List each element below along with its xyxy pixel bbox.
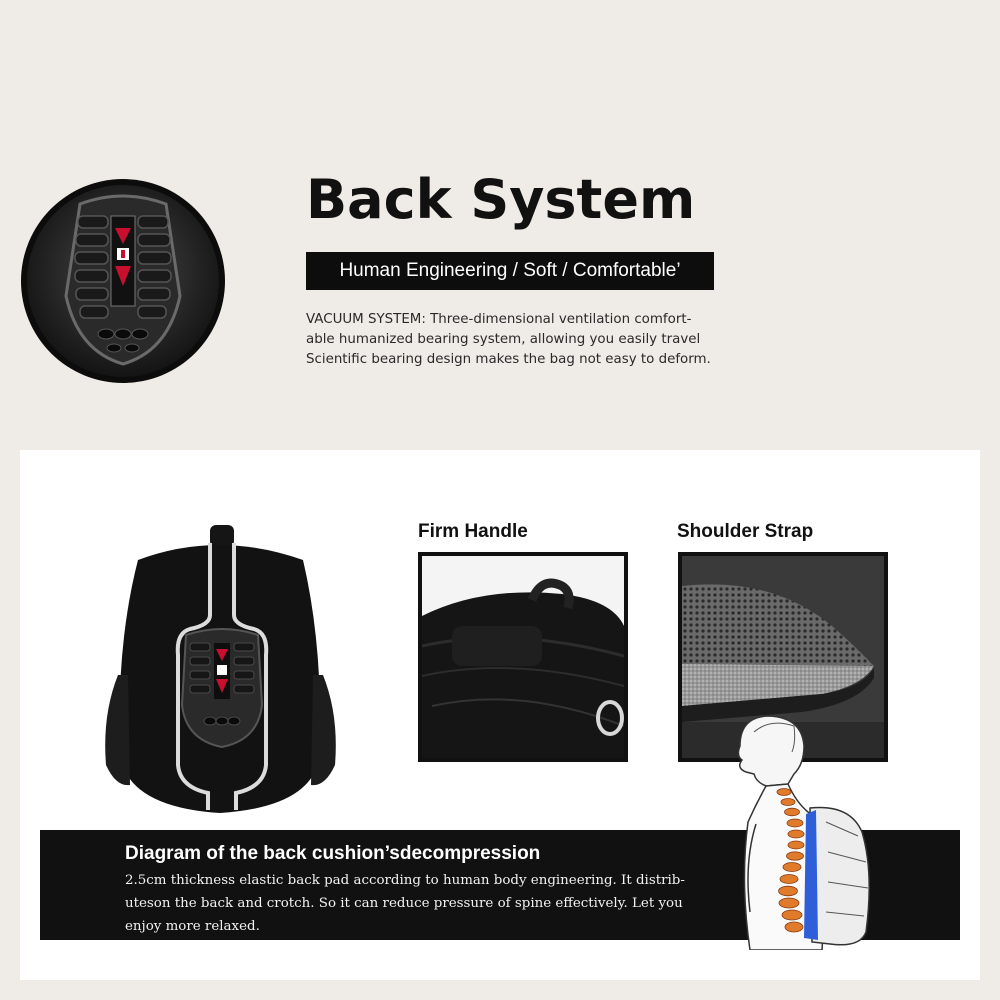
spine-posture-icon xyxy=(726,712,878,950)
airflow-back-pad-icon xyxy=(18,176,228,386)
firm-handle-photo xyxy=(418,552,628,762)
diagram-description xyxy=(125,869,715,938)
subtitle-banner: Human Engineering / Soft / Comfortable’ xyxy=(306,252,714,290)
diagram-line: 2.5cm thickness elastic back pad according to human body engineering. It distrib- xyxy=(125,873,685,888)
intro-line: able humanized bearing system, allowing you easily travel xyxy=(306,332,701,347)
shoulder-strap-label: Shoulder Strap xyxy=(677,521,814,542)
diagram-line: uteson the back and crotch. So it can reduce pressure of spine effectively. Let you xyxy=(125,896,683,911)
diagram-line: enjoy more relaxed. xyxy=(125,919,260,934)
intro-line: Scientific bearing design makes the bag not easy to deform. xyxy=(306,352,711,367)
intro-description xyxy=(306,310,716,370)
backpack-rear-image xyxy=(98,525,343,815)
back-pad-closeup-image xyxy=(18,176,228,386)
firm-handle-label: Firm Handle xyxy=(418,521,528,542)
spine-diagram-image xyxy=(726,712,878,950)
page-title: Back System xyxy=(306,168,696,231)
intro-line: VACUUM SYSTEM: Three-dimensional ventilation comfort- xyxy=(306,312,692,327)
backpack-handle-icon xyxy=(422,556,624,758)
backpack-rear-icon xyxy=(98,525,343,815)
diagram-title: Diagram of the back cushion’sdecompression xyxy=(125,843,541,864)
